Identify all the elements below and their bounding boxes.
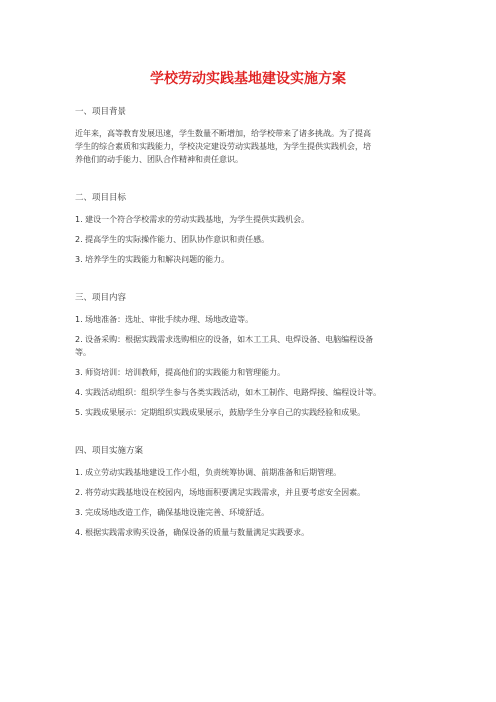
list-item bbox=[75, 366, 425, 379]
section-heading: 三、项目内容 bbox=[75, 293, 127, 303]
section-background bbox=[75, 106, 425, 166]
paragraph-line: 学生的综合素质和实践能力，学校决定建设劳动实践基地，为学生提供实践机会，培 bbox=[75, 142, 371, 151]
section-heading: 二、项目目标 bbox=[75, 193, 127, 203]
list-item-text: 5. 实践成果展示：定期组织实践成果展示，鼓励学生分享自己的实践经验和成果。 bbox=[75, 408, 366, 417]
list-item-text: 等。 bbox=[75, 348, 91, 357]
page-title: 学校劳动实践基地建设实施方案 bbox=[150, 71, 346, 87]
list-item bbox=[75, 213, 425, 226]
list-item bbox=[75, 233, 425, 246]
list-item-text: 4. 实践活动组织：组织学生参与各类实践活动，如木工制作、电路焊接、编程设计等。 bbox=[75, 388, 382, 397]
list-item-text: 3. 培养学生的实践能力和解决问题的能力。 bbox=[75, 255, 230, 264]
section-plan bbox=[75, 445, 425, 539]
list-item bbox=[75, 253, 425, 266]
list-item bbox=[75, 406, 425, 419]
paragraph-line: 近年来，高等教育发展迅速，学生数量不断增加，给学校带来了诸多挑战。为了提高 bbox=[75, 129, 371, 138]
list-item-text: 2. 将劳动实践基地设在校园内，场地面积要满足实践需求，并且要考虑安全因素。 bbox=[75, 488, 366, 497]
list-item-text: 3. 师资培训：培训教师，提高他们的实践能力和管理能力。 bbox=[75, 368, 286, 377]
list-item-text: 1. 成立劳动实践基地建设工作小组，负责统筹协调、前期准备和后期管理。 bbox=[75, 468, 342, 477]
section-goals bbox=[75, 192, 425, 266]
list-item bbox=[75, 526, 425, 539]
section-heading: 一、项目背景 bbox=[75, 107, 127, 117]
list-item bbox=[75, 386, 425, 399]
document-body bbox=[75, 106, 425, 561]
background-paragraph bbox=[75, 127, 425, 166]
list-item-text: 2. 提高学生的实际操作能力、团队协作意识和责任感。 bbox=[75, 235, 270, 244]
list-item bbox=[75, 333, 425, 359]
list-item bbox=[75, 466, 425, 479]
list-item-text: 1. 建设一个符合学校需求的劳动实践基地，为学生提供实践机会。 bbox=[75, 215, 310, 224]
list-item-text: 4. 根据实践需求购买设备，确保设备的质量与数量满足实践要求。 bbox=[75, 528, 310, 537]
list-item-text: 3. 完成场地改造工作，确保基地设施完善、环境舒适。 bbox=[75, 508, 270, 517]
list-item-text: 2. 设备采购：根据实践需求选购相应的设备，如木工工具、电焊设备、电脑编程设备 bbox=[75, 335, 374, 344]
paragraph-line: 养他们的动手能力、团队合作精神和责任意识。 bbox=[75, 155, 243, 164]
section-content bbox=[75, 292, 425, 419]
section-heading: 四、项目实施方案 bbox=[75, 446, 144, 456]
list-item-text: 1. 场地准备：选址、审批手续办理、场地改造等。 bbox=[75, 315, 254, 324]
list-item bbox=[75, 486, 425, 499]
list-item bbox=[75, 506, 425, 519]
list-item bbox=[75, 313, 425, 326]
